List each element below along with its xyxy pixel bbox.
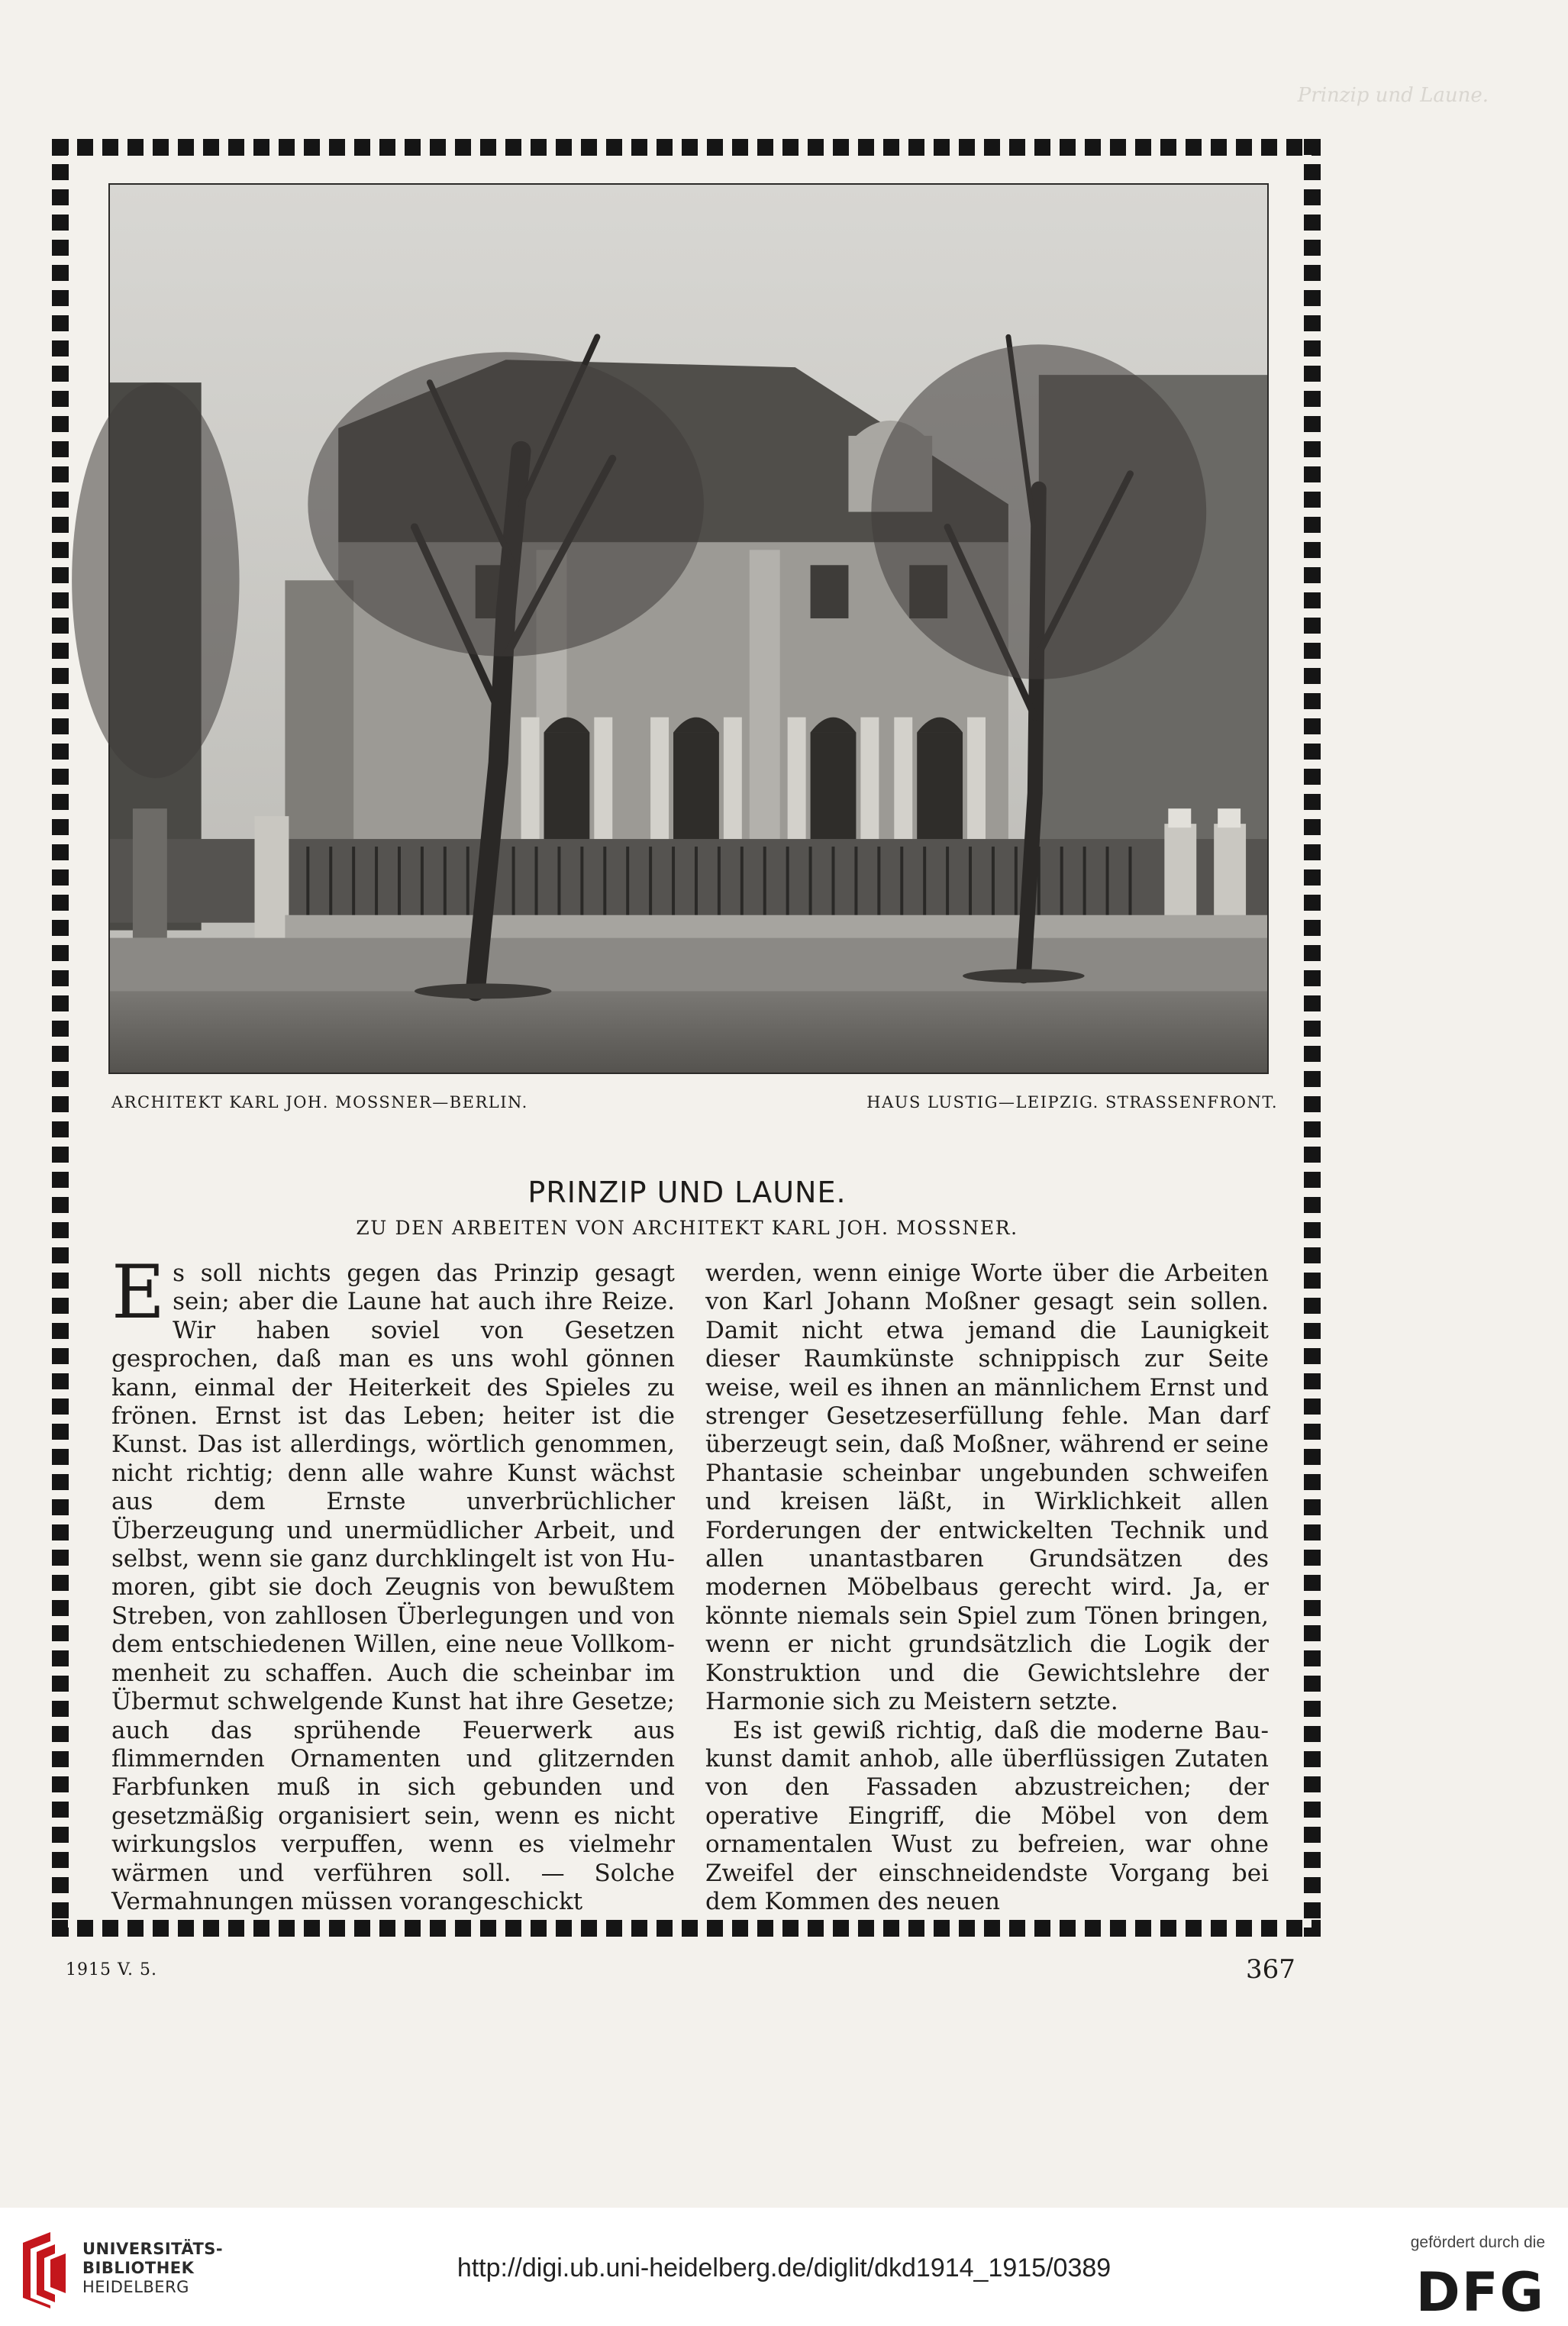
ornamental-border-bottom — [52, 1920, 1321, 1937]
ornamental-border-left — [52, 139, 69, 1937]
issue-reference: 1915 V. 5. — [66, 1960, 157, 1979]
figure-caption-location: HAUS LUSTIG—LEIPZIG. STRASSENFRONT. — [866, 1093, 1278, 1111]
article-title: PRINZIP UND LAUNE. — [528, 1176, 847, 1209]
paragraph-1: s soll nichts gegen das Prinzip gesagt sein; aber die Laune hat auch ihre Reize. Wir haben soviel von Gesetzen gesprochen, daß man es uns wohl gönnen kann, einmal der Heiterkeit des Spieles zu frönen. Ernst ist das Leben; heiter ist die Kunst. Das ist allerdings, wörtlich genommen, nicht richtig; denn alle wahre Kunst wächst aus dem Ernste unverbrüchlicher Überzeugung und unermüdlicher Arbeit, und selbst, wenn sie ganz durchklingelt ist von Humoren, gibt sie doch Zeugnis von bewußtem Streben, von zahllosen Überlegungen und von dem entschiedenen Willen, eine neue Vollkommenheit zu schaffen. Auch die scheinbar im Übermut schwelgende Kunst hat ihre Gesetze; auch das sprühende Feuerwerk aus flimmernden Ornamenten und glitzernden Farbfunken muß in sich gebunden und gesetzmäßig organisiert sein, wenn es nicht wirkungslos verpuffen, wenn es vielmehr wärmen und verführen soll. — Solche Vermahnungen müssen vorangeschickt — [111, 1260, 675, 1915]
drop-capital: E — [111, 1250, 166, 1335]
ornamental-border-right — [1304, 139, 1321, 1937]
paragraph-1-continued: werden, wenn einige Worte über die Arbeiten von Karl Johann Moßner gesagt sein sollen. Damit nicht etwa jemand die Launigkeit dieser Raumkünste schnippisch zur Seite weise, weil es ihnen an männlichem Ernst und strenger Gesetzeserfüllung fehle. Man darf überzeugt sein, daß Moßner, während er seine Phantasie scheinbar ungebunden schweifen und kreisen läßt, in Wirklichkeit allen Forderungen der entwickelten Technik und allen unantastbaren Grundsätzen des modernen Möbelbaus gerecht wird. Ja, er könnte niemals sein Spiel zum Tönen bringen, wenn er nicht grundsätzlich die Logik der Konstruktion und die Gewichtslehre der Harmonie sich zu Meistern setzte. — [705, 1260, 1269, 1716]
house-photograph — [108, 183, 1269, 1074]
text-column-right — [705, 1260, 1269, 1915]
institution-name: UNIVERSITÄTS- BIBLIOTHEK HEIDELBERG — [82, 2240, 224, 2296]
source-url-link[interactable]: http://digi.ub.uni-heidelberg.de/diglit/dkd1914_1915/0389 — [457, 2253, 1111, 2282]
ornamental-border-top — [52, 139, 1321, 156]
funding-note: gefördert durch die — [1410, 2234, 1545, 2251]
running-head-ghost: Prinzip und Laune. — [1297, 84, 1489, 107]
page-number: 367 — [1246, 1954, 1295, 1985]
text-column-left — [111, 1250, 675, 1915]
figure-caption-architect: ARCHITEKT KARL JOH. MOSSNER—BERLIN. — [111, 1093, 528, 1111]
digitization-footer — [0, 2208, 1568, 2326]
dfg-logo: DFG — [1415, 2261, 1545, 2324]
paragraph-2: Es ist gewiß richtig, daß die moderne Baukunst damit anhob, alle überflüssigen Zutaten von den Fassaden abzustreichen; der operative Eingriff, die Möbel von dem ornamentalen Wust zu befreien, war ohne Zweifel der einschneidendste Vorgang bei dem Kommen des neuen — [705, 1716, 1269, 1915]
article-subtitle: ZU DEN ARBEITEN VON ARCHITEKT KARL JOH. MOSSNER. — [356, 1217, 1018, 1239]
